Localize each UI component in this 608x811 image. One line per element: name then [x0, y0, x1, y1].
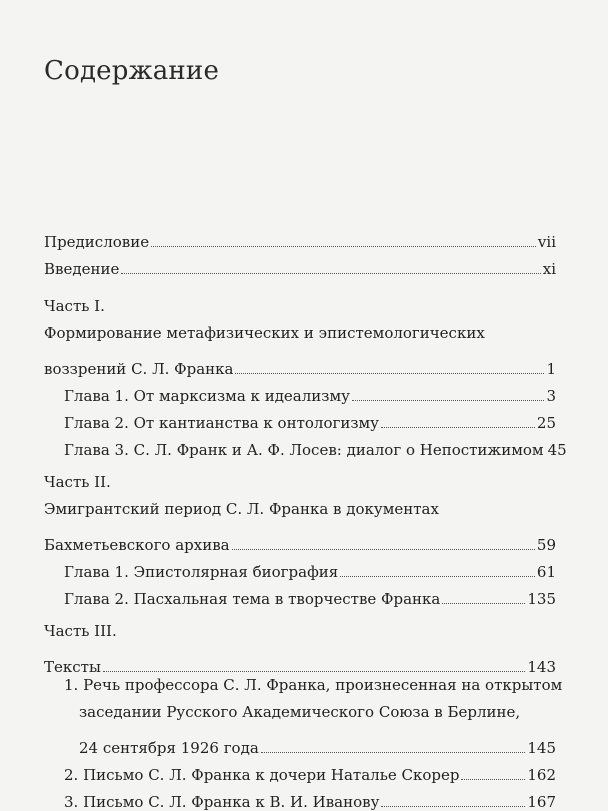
- dot-leader: [352, 399, 545, 401]
- toc-entry-intro[interactable]: [44, 251, 556, 278]
- toc-page-number: 1: [546, 360, 556, 378]
- toc-page-number: 167: [527, 793, 556, 811]
- toc-entry-preface[interactable]: [44, 224, 556, 251]
- table-of-contents: [44, 224, 567, 811]
- part-title-line: Эмигрантский период С. Л. Франка в документах: [44, 500, 439, 518]
- toc-entry-label: Тексты: [44, 658, 101, 676]
- toc-entry-label: Предисловие: [44, 233, 150, 251]
- dot-leader: [151, 245, 536, 247]
- part-heading: Часть I.: [44, 297, 105, 315]
- toc-page-number: 25: [536, 414, 556, 432]
- toc-entry-chapter[interactable]: [44, 554, 556, 581]
- dot-leader: [235, 372, 544, 374]
- dot-leader: [381, 805, 525, 807]
- toc-entry-label: Глава 1. Эпистолярная биография: [64, 563, 339, 581]
- toc-entry-text[interactable]: [44, 730, 556, 757]
- toc-entry-part1[interactable]: [44, 351, 556, 378]
- toc-entry-label: воззрений С. Л. Франка: [44, 360, 234, 378]
- part-heading: Часть III.: [44, 622, 117, 640]
- toc-entry-chapter[interactable]: [44, 378, 556, 405]
- toc-entry-label: Глава 3. С. Л. Франк и А. Ф. Лосев: диалог о Непостижимом: [64, 441, 544, 459]
- toc-page-number: 143: [527, 658, 556, 676]
- toc-entry-part3[interactable]: [44, 649, 556, 676]
- part-heading: Часть II.: [44, 473, 111, 491]
- dot-leader: [232, 548, 535, 550]
- toc-entry-chapter[interactable]: [44, 432, 567, 459]
- dot-leader: [121, 272, 540, 274]
- dot-leader: [103, 670, 525, 672]
- dot-leader: [340, 575, 535, 577]
- toc-page-number: 162: [527, 766, 556, 784]
- page-title: Содержание: [44, 56, 220, 86]
- toc-page-number: xi: [542, 260, 556, 278]
- toc-entry-label: Глава 2. От кантианства к онтологизму: [64, 414, 379, 432]
- toc-entry-part2[interactable]: [44, 527, 556, 554]
- toc-page-number: 45: [547, 441, 567, 459]
- part-title-line: Формирование метафизических и эпистемологических: [44, 324, 485, 342]
- toc-entry-label: Бахметьевского архива: [44, 536, 230, 554]
- toc-entry-label: Глава 1. От марксизма к идеализму: [64, 387, 350, 405]
- dot-leader: [381, 426, 535, 428]
- dot-leader: [442, 602, 525, 604]
- dot-leader: [461, 778, 525, 780]
- toc-entry-chapter[interactable]: [44, 581, 556, 608]
- toc-page-number: vii: [537, 233, 556, 251]
- toc-entry-text[interactable]: [44, 757, 556, 784]
- toc-entry-chapter[interactable]: [44, 405, 556, 432]
- toc-page-number: 59: [536, 536, 556, 554]
- dot-leader: [261, 751, 526, 753]
- toc-entry-label: 2. Письмо С. Л. Франка к дочери Наталье Скорер: [64, 766, 460, 784]
- toc-entry-label: 3. Письмо С. Л. Франка к В. И. Иванову: [64, 793, 380, 811]
- toc-page-number: 145: [527, 739, 556, 757]
- toc-item-line: 1. Речь профессора С. Л. Франка, произнесенная на открытом: [64, 676, 563, 694]
- toc-entry-label: Введение: [44, 260, 120, 278]
- toc-entry-text[interactable]: [44, 784, 556, 811]
- toc-page-number: 3: [546, 387, 556, 405]
- toc-entry-label: Глава 2. Пасхальная тема в творчестве Франка: [64, 590, 441, 608]
- toc-page-number: 135: [527, 590, 556, 608]
- toc-item-line: заседании Русского Академического Союза в Берлине,: [79, 703, 521, 721]
- toc-page-number: 61: [536, 563, 556, 581]
- toc-entry-label: 24 сентября 1926 года: [79, 739, 259, 757]
